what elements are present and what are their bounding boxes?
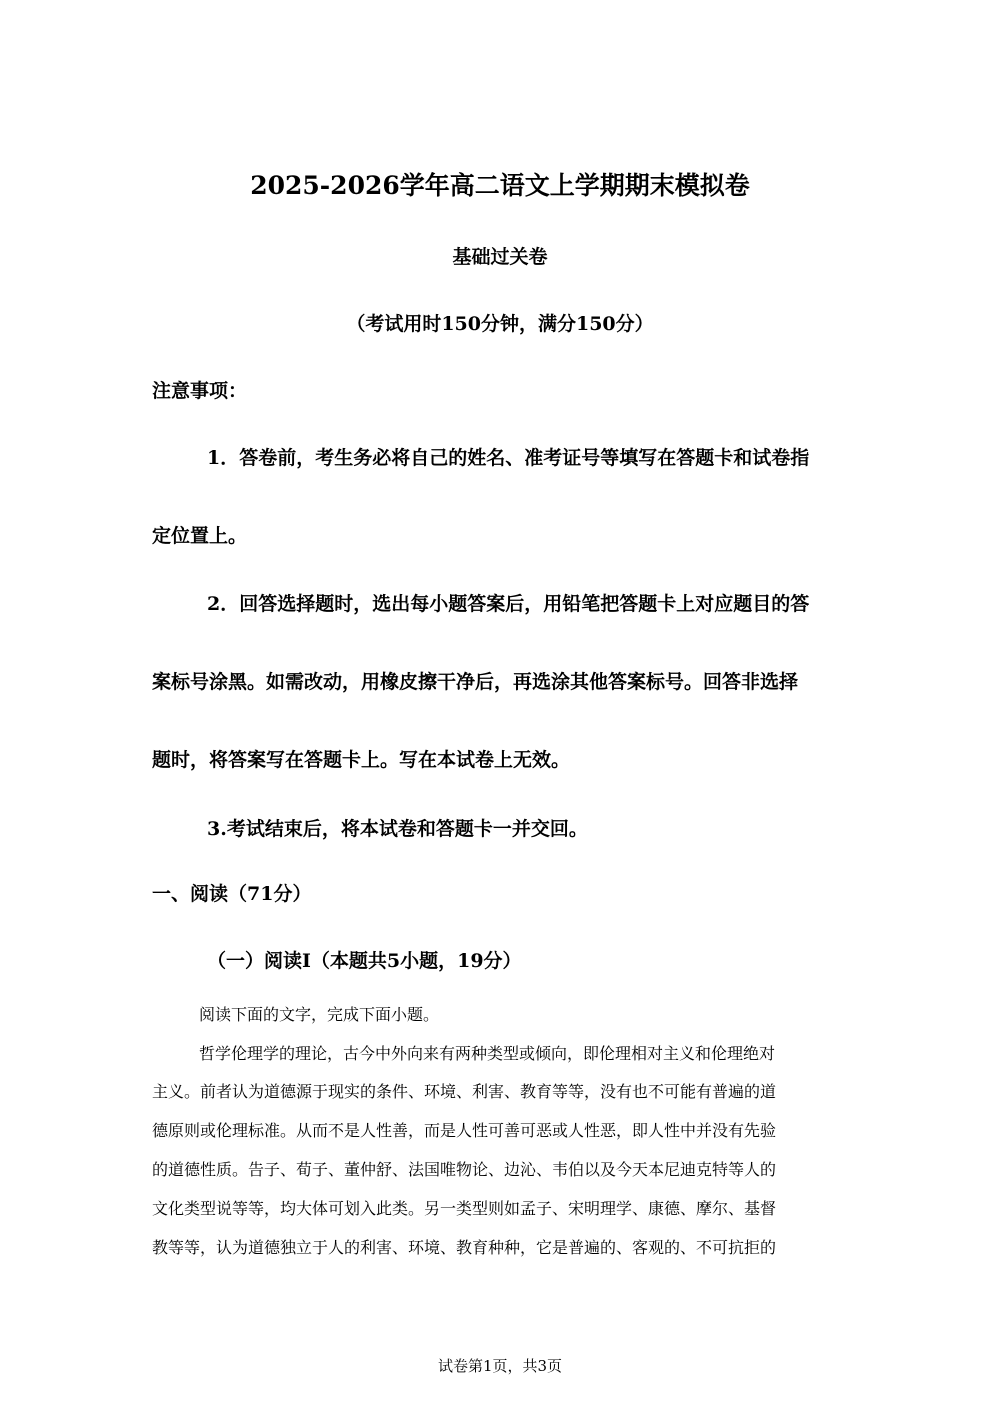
notice-item-1-line-2: 定位置上。 (152, 525, 248, 547)
passage-line: 教等等，认为道德独立于人的利害、环境、教育种种，它是普遍的、客观的、不可抗拒的 (152, 1238, 777, 1257)
section-heading-reading: 一、阅读（71分） (152, 883, 312, 905)
notice-heading: 注意事项： (152, 380, 248, 402)
notice-item-2-line-1: 2．回答选择题时，选出每小题答案后，用铅笔把答题卡上对应题目的答 (207, 593, 810, 615)
notice-item-2-line-3: 题时，将答案写在答题卡上。写在本试卷上无效。 (152, 749, 571, 771)
passage-line: 的道德性质。告子、荀子、董仲舒、法国唯物论、边沁、韦伯以及今天本尼迪克特等人的 (152, 1160, 777, 1179)
passage-line: 文化类型说等等，均大体可划入此类。另一类型则如孟子、宋明理学、康德、摩尔、基督 (152, 1199, 777, 1218)
notice-item-3: 3.考试结束后，将本试卷和答题卡一并交回。 (207, 818, 588, 840)
notice-item-1-line-1: 1．答卷前，考生务必将自己的姓名、准考证号等填写在答题卡和试卷指 (207, 447, 810, 469)
passage-line: 德原则或伦理标准。从而不是人性善，而是人性可善可恶或人性恶，即人性中并没有先验 (152, 1121, 777, 1140)
page-footer: 试卷第1页，共3页 (437, 1357, 563, 1375)
passage-line: 主义。前者认为道德源于现实的条件、环境、利害、教育等等，没有也不可能有普遍的道 (152, 1082, 777, 1101)
passage-line: 哲学伦理学的理论，古今中外向来有两种类型或倾向，即伦理相对主义和伦理绝对 (199, 1044, 776, 1063)
exam-title: 2025-2026学年高二语文上学期期末模拟卷 (250, 171, 750, 200)
subsection-heading-reading-1: （一）阅读Ⅰ（本题共5小题，19分） (207, 950, 522, 972)
exam-duration-info: （考试用时150分钟，满分150分） (346, 313, 654, 335)
reading-instruction: 阅读下面的文字，完成下面小题。 (199, 1005, 440, 1024)
exam-subtitle: 基础过关卷 (452, 246, 548, 268)
notice-item-2-line-2: 案标号涂黑。如需改动，用橡皮擦干净后，再选涂其他答案标号。回答非选择 (152, 671, 799, 693)
